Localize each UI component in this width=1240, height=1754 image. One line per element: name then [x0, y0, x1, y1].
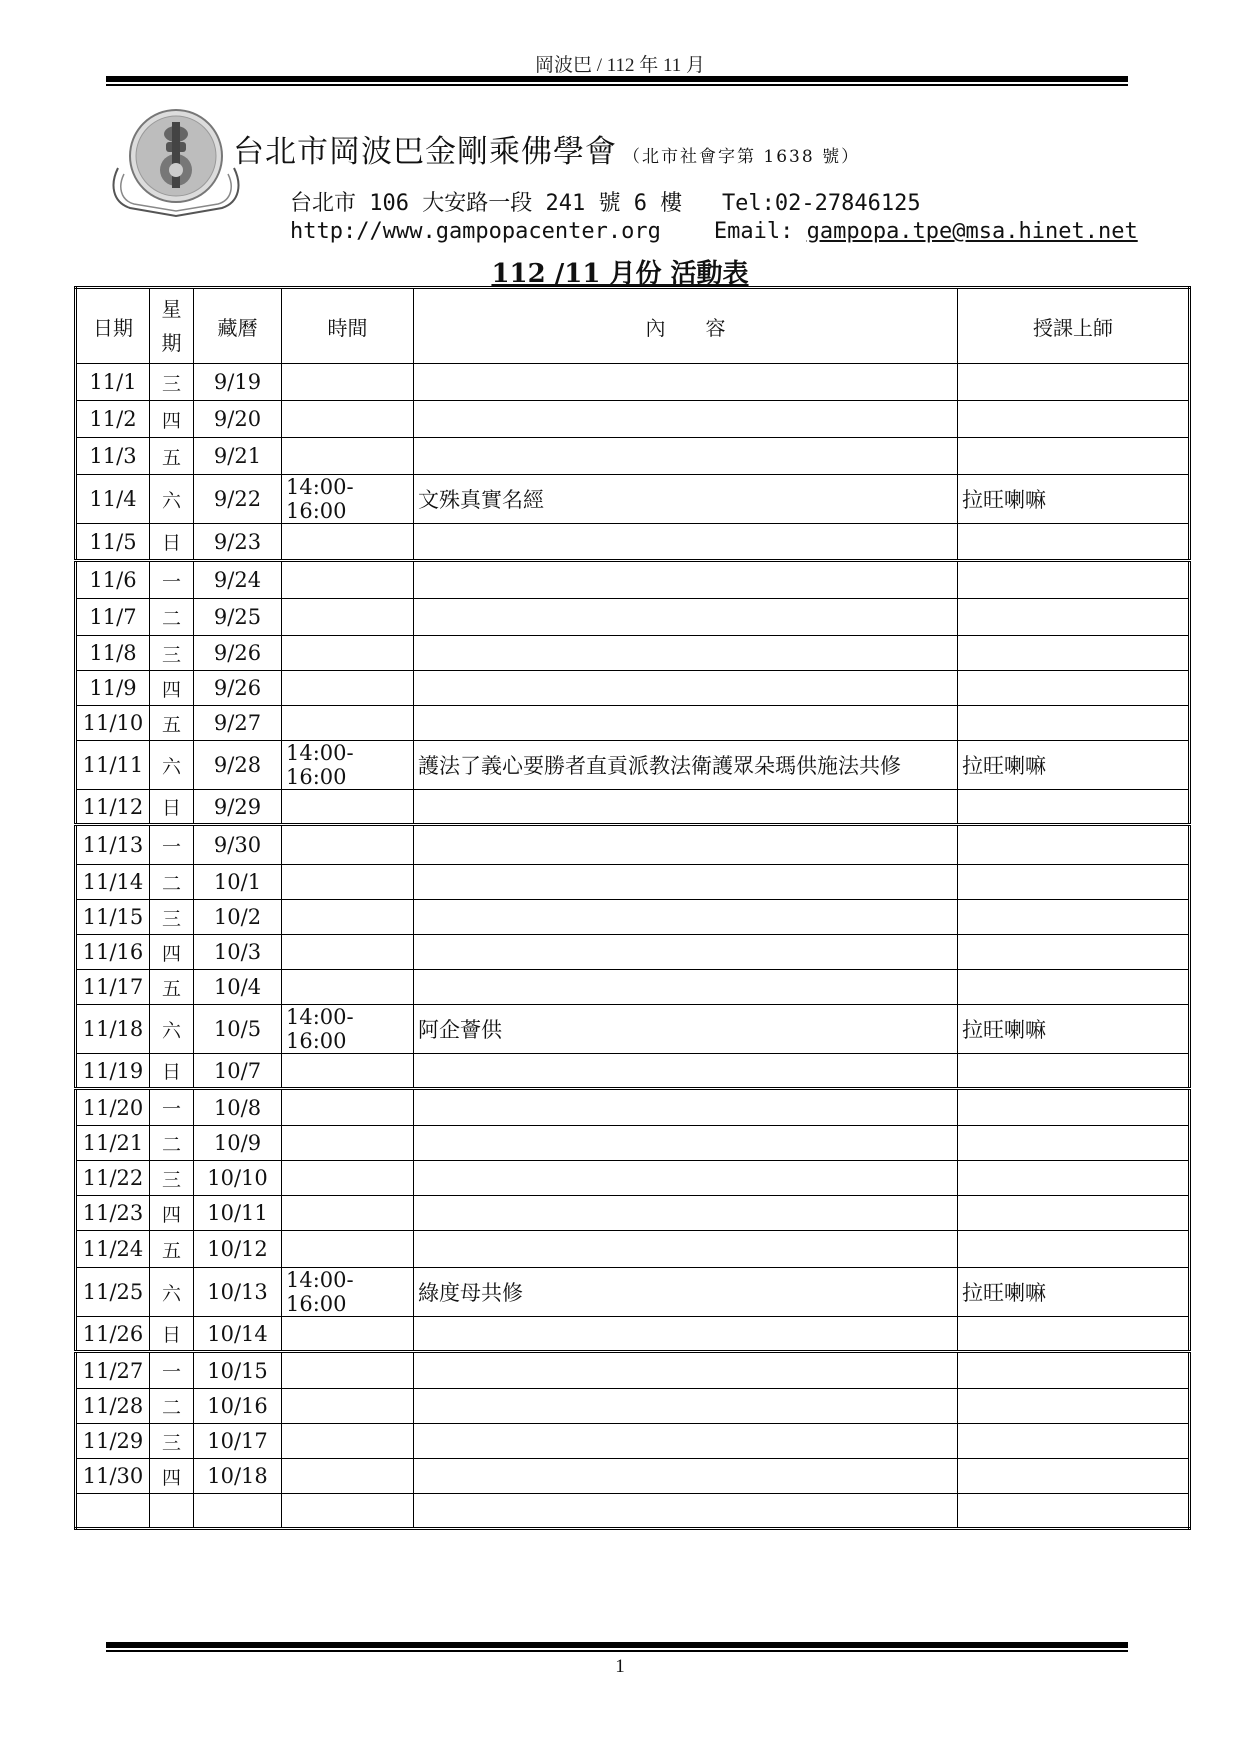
cell-tibetan-date: 9/24 — [194, 561, 282, 599]
cell-teacher — [958, 524, 1190, 561]
cell-time — [282, 561, 414, 599]
cell-time — [282, 1231, 414, 1268]
cell-teacher — [958, 790, 1190, 825]
cell-teacher — [958, 1424, 1190, 1459]
cell-content — [414, 825, 958, 865]
header-tibetan-calendar: 藏曆 — [194, 288, 282, 364]
cell-time — [282, 1494, 414, 1529]
cell-content — [414, 1459, 958, 1494]
cell-tibetan-date: 9/20 — [194, 401, 282, 438]
cell-weekday: 五 — [150, 706, 194, 741]
cell-content — [414, 1317, 958, 1352]
table-row — [76, 1089, 1190, 1126]
cell-tibetan-date: 10/12 — [194, 1231, 282, 1268]
cell-date: 11/8 — [76, 636, 150, 671]
cell-tibetan-date: 9/23 — [194, 524, 282, 561]
cell-tibetan-date: 10/1 — [194, 865, 282, 900]
cell-content — [414, 790, 958, 825]
cell-tibetan-date: 10/7 — [194, 1054, 282, 1089]
cell-weekday: 日 — [150, 790, 194, 825]
cell-teacher — [958, 1389, 1190, 1424]
header-weekday-bottom: 期 — [161, 331, 182, 355]
cell-tibetan-date: 10/3 — [194, 935, 282, 970]
cell-date: 11/12 — [76, 790, 150, 825]
cell-weekday: 日 — [150, 524, 194, 561]
cell-content — [414, 671, 958, 706]
cell-weekday: 一 — [150, 1089, 194, 1126]
cell-weekday: 一 — [150, 1352, 194, 1389]
cell-time — [282, 401, 414, 438]
cell-date: 11/19 — [76, 1054, 150, 1089]
cell-teacher — [958, 900, 1190, 935]
cell-teacher — [958, 1231, 1190, 1268]
header-rule — [106, 76, 1128, 86]
activity-schedule-table — [74, 286, 1191, 1530]
cell-date: 11/1 — [76, 364, 150, 401]
cell-weekday: 二 — [150, 1126, 194, 1161]
cell-date: 11/22 — [76, 1161, 150, 1196]
cell-content — [414, 935, 958, 970]
cell-date: 11/4 — [76, 475, 150, 524]
cell-time — [282, 364, 414, 401]
cell-time — [282, 438, 414, 475]
cell-weekday: 日 — [150, 1054, 194, 1089]
cell-weekday: 一 — [150, 825, 194, 865]
cell-time — [282, 900, 414, 935]
cell-time: 14:00-16:00 — [282, 475, 414, 524]
cell-time — [282, 1161, 414, 1196]
cell-teacher — [958, 1161, 1190, 1196]
cell-content — [414, 438, 958, 475]
table-row — [76, 1196, 1190, 1231]
table-row — [76, 561, 1190, 599]
cell-date: 11/9 — [76, 671, 150, 706]
cell-teacher — [958, 401, 1190, 438]
cell-date: 11/16 — [76, 935, 150, 970]
cell-weekday: 六 — [150, 475, 194, 524]
cell-content — [414, 1089, 958, 1126]
table-row — [76, 825, 1190, 865]
cell-tibetan-date: 10/15 — [194, 1352, 282, 1389]
cell-weekday: 二 — [150, 1389, 194, 1424]
cell-date: 11/24 — [76, 1231, 150, 1268]
table-row — [76, 524, 1190, 561]
table-row — [76, 364, 1190, 401]
cell-tibetan-date: 9/19 — [194, 364, 282, 401]
cell-teacher — [958, 1089, 1190, 1126]
cell-teacher — [958, 599, 1190, 636]
cell-tibetan-date: 10/18 — [194, 1459, 282, 1494]
table-row — [76, 401, 1190, 438]
table-row — [76, 1161, 1190, 1196]
cell-weekday: 一 — [150, 561, 194, 599]
cell-tibetan-date: 10/14 — [194, 1317, 282, 1352]
schedule-body — [76, 364, 1190, 1529]
contact-address-line — [290, 186, 921, 217]
cell-time — [282, 1352, 414, 1389]
cell-weekday: 二 — [150, 865, 194, 900]
cell-content — [414, 1161, 958, 1196]
cell-content — [414, 1352, 958, 1389]
cell-teacher — [958, 825, 1190, 865]
table-row — [76, 1389, 1190, 1424]
table-row — [76, 599, 1190, 636]
cell-date: 11/18 — [76, 1005, 150, 1054]
cell-date: 11/6 — [76, 561, 150, 599]
cell-content — [414, 1196, 958, 1231]
page-number: 1 — [615, 1656, 625, 1677]
contact-web-line — [290, 219, 1138, 244]
cell-teacher: 拉旺喇嘛 — [958, 741, 1190, 790]
cell-time — [282, 671, 414, 706]
cell-tibetan-date: 9/30 — [194, 825, 282, 865]
organization-name-text: 台北市岡波巴金剛乘佛學會 — [233, 134, 617, 170]
cell-tibetan-date: 10/8 — [194, 1089, 282, 1126]
table-row — [76, 865, 1190, 900]
cell-weekday: 四 — [150, 1459, 194, 1494]
cell-tibetan-date: 10/16 — [194, 1389, 282, 1424]
website: http://www.gampopacenter.org — [290, 219, 661, 244]
cell-weekday: 五 — [150, 438, 194, 475]
cell-content: 阿企薈供 — [414, 1005, 958, 1054]
organization-logo — [108, 104, 244, 222]
cell-teacher: 拉旺喇嘛 — [958, 1005, 1190, 1054]
cell-date: 11/27 — [76, 1352, 150, 1389]
cell-teacher — [958, 935, 1190, 970]
cell-time: 14:00-16:00 — [282, 1005, 414, 1054]
header-date: 日期 — [76, 288, 150, 364]
cell-date: 11/14 — [76, 865, 150, 900]
cell-teacher — [958, 561, 1190, 599]
cell-date: 11/20 — [76, 1089, 150, 1126]
cell-content — [414, 1054, 958, 1089]
cell-content — [414, 401, 958, 438]
footer-rule — [106, 1642, 1128, 1652]
cell-time — [282, 706, 414, 741]
cell-teacher — [958, 1126, 1190, 1161]
table-row — [76, 1352, 1190, 1389]
cell-weekday: 四 — [150, 671, 194, 706]
cell-tibetan-date: 9/25 — [194, 599, 282, 636]
cell-weekday: 四 — [150, 401, 194, 438]
cell-teacher — [958, 970, 1190, 1005]
cell-time — [282, 1389, 414, 1424]
cell-date: 11/13 — [76, 825, 150, 865]
cell-teacher — [958, 636, 1190, 671]
cell-teacher: 拉旺喇嘛 — [958, 1268, 1190, 1317]
cell-teacher — [958, 1317, 1190, 1352]
cell-weekday: 三 — [150, 1424, 194, 1459]
cell-time: 14:00-16:00 — [282, 1268, 414, 1317]
cell-time — [282, 1196, 414, 1231]
table-row — [76, 1317, 1190, 1352]
cell-weekday: 五 — [150, 970, 194, 1005]
cell-content: 護法了義心要勝者直貢派教法衛護眾朵瑪供施法共修 — [414, 741, 958, 790]
cell-teacher — [958, 1054, 1190, 1089]
cell-tibetan-date: 10/17 — [194, 1424, 282, 1459]
address: 台北市 106 大安路一段 241 號 6 樓 — [290, 191, 683, 216]
cell-content — [414, 599, 958, 636]
table-row — [76, 935, 1190, 970]
cell-tibetan-date: 9/29 — [194, 790, 282, 825]
table-header-row — [76, 288, 1190, 364]
cell-content — [414, 636, 958, 671]
cell-weekday: 三 — [150, 636, 194, 671]
table-row — [76, 1005, 1190, 1054]
cell-teacher — [958, 865, 1190, 900]
cell-tibetan-date: 9/21 — [194, 438, 282, 475]
cell-tibetan-date: 10/11 — [194, 1196, 282, 1231]
cell-weekday: 六 — [150, 1005, 194, 1054]
cell-date: 11/11 — [76, 741, 150, 790]
cell-time — [282, 599, 414, 636]
cell-teacher — [958, 364, 1190, 401]
cell-date: 11/25 — [76, 1268, 150, 1317]
cell-tibetan-date: 10/13 — [194, 1268, 282, 1317]
cell-date: 11/2 — [76, 401, 150, 438]
cell-date: 11/5 — [76, 524, 150, 561]
cell-weekday: 三 — [150, 364, 194, 401]
cell-content — [414, 1126, 958, 1161]
cell-weekday: 日 — [150, 1317, 194, 1352]
cell-time — [282, 935, 414, 970]
cell-teacher — [958, 1196, 1190, 1231]
table-row — [76, 1231, 1190, 1268]
cell-teacher — [958, 706, 1190, 741]
cell-content — [414, 1389, 958, 1424]
cell-tibetan-date: 10/2 — [194, 900, 282, 935]
cell-tibetan-date: 9/26 — [194, 671, 282, 706]
table-row — [76, 1268, 1190, 1317]
document-title: 112 /11 月份 活動表 — [491, 259, 749, 289]
table-row — [76, 1459, 1190, 1494]
cell-weekday — [150, 1494, 194, 1529]
cell-date: 11/23 — [76, 1196, 150, 1231]
header-weekday — [150, 288, 194, 364]
telephone: Tel:02-27846125 — [721, 191, 921, 216]
cell-time — [282, 825, 414, 865]
cell-content: 文殊真實名經 — [414, 475, 958, 524]
cell-teacher — [958, 671, 1190, 706]
cell-date: 11/26 — [76, 1317, 150, 1352]
cell-content — [414, 364, 958, 401]
cell-content — [414, 1424, 958, 1459]
cell-date: 11/30 — [76, 1459, 150, 1494]
cell-teacher — [958, 1352, 1190, 1389]
organization-name — [233, 126, 860, 171]
cell-teacher — [958, 1494, 1190, 1529]
email-link[interactable]: gampopa.tpe@msa.hinet.net — [806, 219, 1138, 244]
cell-date: 11/3 — [76, 438, 150, 475]
cell-tibetan-date — [194, 1494, 282, 1529]
cell-weekday: 二 — [150, 599, 194, 636]
registration-number: （北市社會字第 1638 號） — [623, 147, 861, 167]
table-row — [76, 1054, 1190, 1089]
table-row — [76, 438, 1190, 475]
cell-date: 11/7 — [76, 599, 150, 636]
cell-date: 11/29 — [76, 1424, 150, 1459]
cell-content — [414, 970, 958, 1005]
table-row — [76, 636, 1190, 671]
cell-weekday: 三 — [150, 1161, 194, 1196]
header-content: 內 容 — [414, 288, 958, 364]
cell-teacher: 拉旺喇嘛 — [958, 475, 1190, 524]
header-teacher: 授課上師 — [958, 288, 1190, 364]
cell-time — [282, 1126, 414, 1161]
cell-weekday: 四 — [150, 935, 194, 970]
cell-date — [76, 1494, 150, 1529]
cell-time — [282, 1424, 414, 1459]
cell-weekday: 三 — [150, 900, 194, 935]
cell-date: 11/15 — [76, 900, 150, 935]
header-weekday-top: 星 — [161, 297, 182, 321]
cell-time — [282, 790, 414, 825]
cell-weekday: 六 — [150, 741, 194, 790]
cell-content — [414, 706, 958, 741]
cell-date: 11/21 — [76, 1126, 150, 1161]
cell-time — [282, 970, 414, 1005]
cell-date: 11/10 — [76, 706, 150, 741]
table-row — [76, 900, 1190, 935]
table-row — [76, 970, 1190, 1005]
header-time: 時間 — [282, 288, 414, 364]
cell-time — [282, 636, 414, 671]
table-row — [76, 1494, 1190, 1529]
cell-tibetan-date: 10/9 — [194, 1126, 282, 1161]
cell-tibetan-date: 9/26 — [194, 636, 282, 671]
cell-date: 11/28 — [76, 1389, 150, 1424]
cell-weekday: 四 — [150, 1196, 194, 1231]
cell-time — [282, 524, 414, 561]
table-row — [76, 475, 1190, 524]
running-header: 岡波巴 / 112 年 11 月 — [534, 55, 706, 76]
cell-time — [282, 865, 414, 900]
cell-content — [414, 1231, 958, 1268]
cell-tibetan-date: 9/28 — [194, 741, 282, 790]
table-row — [76, 671, 1190, 706]
cell-tibetan-date: 9/27 — [194, 706, 282, 741]
table-row — [76, 706, 1190, 741]
table-row — [76, 741, 1190, 790]
cell-time — [282, 1317, 414, 1352]
cell-content — [414, 1494, 958, 1529]
cell-tibetan-date: 10/4 — [194, 970, 282, 1005]
cell-content — [414, 865, 958, 900]
cell-teacher — [958, 1459, 1190, 1494]
cell-content — [414, 900, 958, 935]
cell-content — [414, 561, 958, 599]
table-row — [76, 790, 1190, 825]
cell-time: 14:00-16:00 — [282, 741, 414, 790]
cell-tibetan-date: 10/10 — [194, 1161, 282, 1196]
email-label: Email: — [713, 219, 794, 244]
cell-date: 11/17 — [76, 970, 150, 1005]
cell-content — [414, 524, 958, 561]
table-row — [76, 1424, 1190, 1459]
cell-tibetan-date: 10/5 — [194, 1005, 282, 1054]
cell-weekday: 五 — [150, 1231, 194, 1268]
cell-content: 綠度母共修 — [414, 1268, 958, 1317]
cell-tibetan-date: 9/22 — [194, 475, 282, 524]
cell-time — [282, 1459, 414, 1494]
cell-time — [282, 1089, 414, 1126]
cell-time — [282, 1054, 414, 1089]
cell-teacher — [958, 438, 1190, 475]
table-row — [76, 1126, 1190, 1161]
cell-weekday: 六 — [150, 1268, 194, 1317]
